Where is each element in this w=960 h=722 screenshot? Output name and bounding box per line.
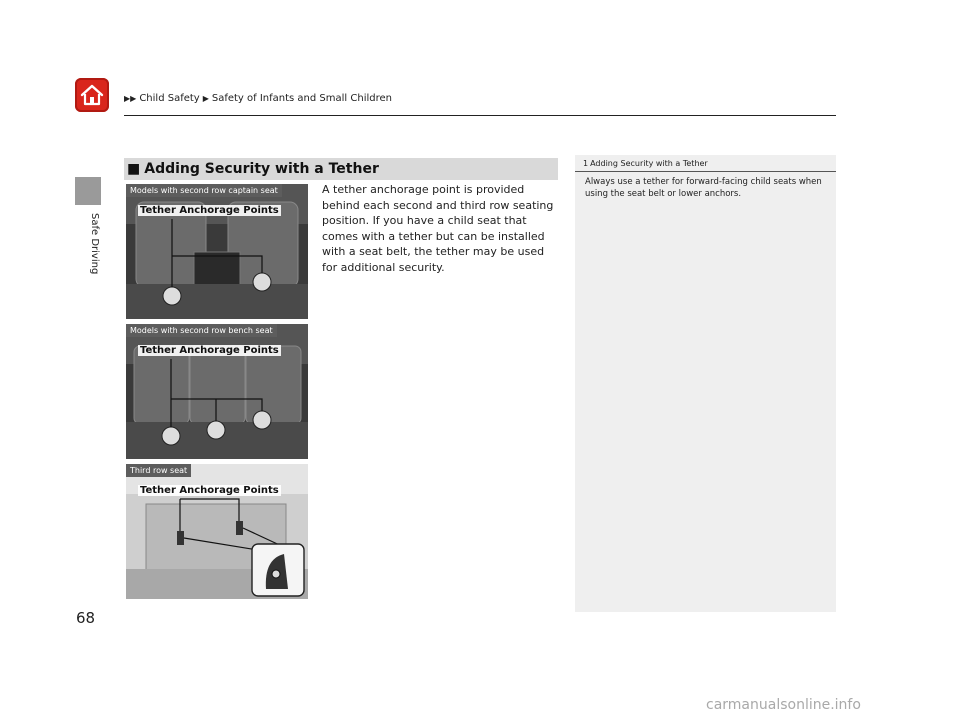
section-marker: ■	[127, 161, 141, 177]
side-note-title-text: Adding Security with a Tether	[590, 159, 708, 168]
chapter-tab	[75, 177, 101, 205]
side-note-divider	[575, 171, 836, 172]
figure-caption: Tether Anchorage Points	[140, 345, 279, 356]
header-divider	[124, 115, 836, 116]
breadcrumb-item-infants[interactable]: Safety of Infants and Small Children	[211, 93, 392, 104]
breadcrumb	[124, 93, 392, 104]
chapter-label: Safe Driving	[89, 213, 100, 275]
figure-captain-seat	[126, 184, 308, 319]
home-icon	[79, 82, 105, 108]
page-number: 68	[76, 609, 96, 627]
watermark: carmanualsonline.info	[706, 697, 861, 713]
figure-bench-seat	[126, 324, 308, 459]
figure-label: Models with second row captain seat	[126, 184, 282, 197]
section-title: Adding Security with a Tether	[144, 161, 379, 177]
section-heading	[124, 158, 558, 180]
breadcrumb-arrow-icon: ▶	[202, 94, 209, 103]
figure-label: Third row seat	[126, 464, 191, 477]
figure-caption: Tether Anchorage Points	[140, 205, 279, 216]
figure-caption: Tether Anchorage Points	[140, 485, 279, 496]
breadcrumb-item-child-safety[interactable]: Child Safety	[139, 93, 200, 104]
side-note-text: Always use a tether for forward-facing child seats when using the seat belt or lower anchors.	[585, 177, 822, 199]
side-note-title	[583, 159, 708, 168]
side-note-panel	[575, 155, 836, 612]
figure-label: Models with second row bench seat	[126, 324, 277, 337]
figure-third-row-seat	[126, 464, 308, 599]
side-note-marker-icon: 1	[583, 159, 589, 168]
section-body: A tether anchorage point is provided behind each second and third row seating position. If you have a child seat that comes with a tether but can be installed with a seat belt, the tether may be used for additional security.	[322, 183, 554, 274]
home-button[interactable]	[75, 78, 109, 112]
breadcrumb-arrow-icon: ▶▶	[124, 94, 137, 103]
